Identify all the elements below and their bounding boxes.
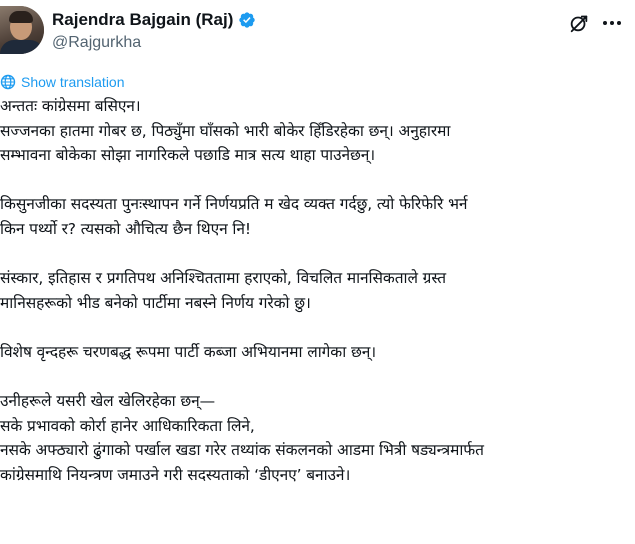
tweet-line: उनीहरूले यसरी खेल खेलिरहेका छन्— [0,392,216,411]
tweet-text [0,94,635,488]
tweet-line [0,168,635,193]
grok-slash-icon[interactable] [568,12,590,34]
tweet-line: नसके अफ्ठ्यारो ढुंगाको पर्खाल खडा गरेर तथ्यांक संकलनको आडमा भित्री षड्यन्त्रमार्फत [0,441,484,460]
tweet-line: किन पर्थ्यो र? त्यसको औचित्य छैन थिएन नि! [0,219,252,238]
author-handle[interactable]: @Rajgurkha [52,34,142,51]
globe-icon [0,74,16,90]
tweet-line: कांग्रेसमाथि नियन्त्रण जमाउने गरी सदस्यताको ‘डीएनए’ बनाउने। [0,465,351,484]
more-dots-icon[interactable] [600,12,624,34]
show-translation-link[interactable] [0,74,125,90]
tweet-line: सम्भावना बोकेका सोझा नागरिकले पछाडि मात्र सत्य थाहा पाउनेछन्। [0,146,376,165]
author-display-name[interactable]: Rajendra Bajgain (Raj) [52,10,234,29]
show-translation-label[interactable]: Show translation [21,74,125,90]
tweet-line: विशेष वृन्दहरू चरणबद्ध रूपमा पार्टी कब्जा अभियानमा लागेका छन्। [0,342,376,361]
tweet-line: सके प्रभावको कोर्रा हानेर आधिकारिकता लिने, [0,416,255,435]
author-name-row[interactable] [52,10,256,30]
avatar[interactable] [0,6,44,54]
tweet-line [0,365,635,390]
tweet-header [0,0,635,62]
verified-badge-icon [238,11,256,29]
tweet-line: सज्जनका हातमा गोबर छ, पिठ्युँमा घाँसको भारी बोकेर हिँडिरहेका छन्। अनुहारमा [0,121,451,140]
tweet-line: किसुनजीका सदस्यता पुनःस्थापन गर्ने निर्णयप्रति म खेद व्यक्त गर्दछु, त्यो फेरिफेरि भर्न [0,195,468,214]
tweet-line: अन्ततः कांग्रेसमा बसिएन। [0,97,141,115]
tweet-line [0,242,635,267]
tweet-line [0,315,635,340]
tweet-line: मानिसहरूको भीड बनेको पार्टीमा नबस्ने निर्णय गरेको छु। [0,293,311,312]
tweet-line: संस्कार, इतिहास र प्रगतिपथ अनिश्चिततामा हराएको, विचलित मानसिकताले ग्रस्त [0,269,446,288]
